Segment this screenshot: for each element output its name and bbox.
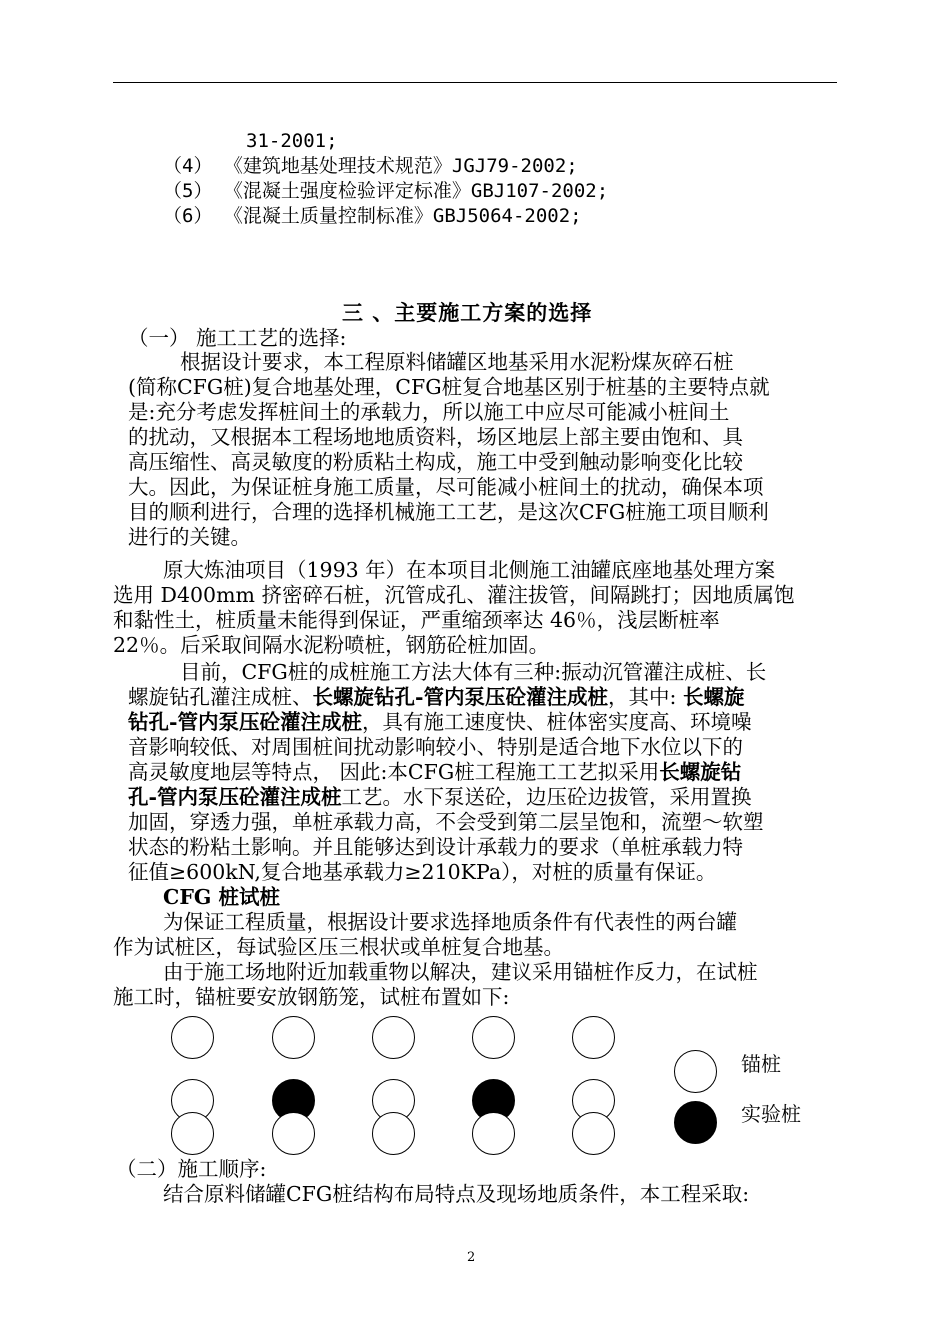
subheading-construction-sequence: （二）施工顺序: xyxy=(116,1157,267,1181)
legend-anchor-symbol xyxy=(674,1050,717,1093)
paragraph-line: 状态的粉粘土影响。并且能够达到设计承载力的要求（单桩承载力特 xyxy=(128,835,743,859)
paragraph-line xyxy=(128,684,744,710)
legend-anchor-label: 锚桩 xyxy=(741,1052,781,1076)
paragraph-line: 加固，穿透力强，单桩承载力高，不会受到第二层呈饱和，流塑～软塑 xyxy=(128,810,764,834)
ref-item-5: （5） 《混凝土强度检验评定标准》GBJ107-2002; xyxy=(163,180,609,202)
paragraph-line: 是:充分考虑发挥桩间土的承载力，所以施工中应尽可能减小桩间土 xyxy=(128,400,730,424)
anchor-pile xyxy=(472,1112,515,1155)
paragraph-line: 施工时，锚桩要安放钢筋笼，试桩布置如下: xyxy=(113,985,510,1009)
emphasis-text: 长螺旋钻 xyxy=(659,760,742,784)
paragraph-line: 原大炼油项目（1993 年）在本项目北侧施工油罐底座地基处理方案 xyxy=(163,558,776,582)
paragraph-line xyxy=(128,709,752,735)
paragraph-line: 作为试桩区，每试验区压三根状或单桩复合地基。 xyxy=(113,935,564,959)
text-run: ，其中: xyxy=(608,685,683,709)
paragraph-line: 22％。后采取间隔水泥粉喷桩，钢筋砼桩加固。 xyxy=(113,633,550,657)
paragraph-line xyxy=(128,759,741,785)
paragraph-line: 和黏性土，桩质量未能得到保证，严重缩颈率达 46％，浅层断桩率 xyxy=(113,608,720,632)
ref-item-4: （4） 《建筑地基处理技术规范》JGJ79-2002; xyxy=(163,155,578,177)
anchor-pile xyxy=(272,1112,315,1155)
section-title: 三 、主要施工方案的选择 xyxy=(342,300,593,325)
paragraph-line: 目的顺利进行，合理的选择机械施工工艺，是这次CFG桩施工项目顺利 xyxy=(128,500,769,524)
paragraph-line: (简称CFG桩)复合地基处理，CFG桩复合地基区别于桩基的主要特点就 xyxy=(128,375,770,399)
ref-continuation: 31-2001; xyxy=(246,130,338,152)
emphasis-text: 钻孔-管内泵压砼灌注成桩 xyxy=(128,710,363,734)
anchor-pile xyxy=(572,1016,615,1059)
anchor-pile xyxy=(171,1016,214,1059)
legend-test-label: 实验桩 xyxy=(741,1102,801,1126)
legend-test-symbol xyxy=(674,1101,717,1144)
paragraph-line: 结合原料储罐CFG桩结构布局特点及现场地质条件，本工程采取: xyxy=(163,1182,750,1206)
paragraph-line: 目前，CFG桩的成桩施工方法大体有三种:振动沉管灌注成桩、长 xyxy=(180,660,767,684)
anchor-pile xyxy=(171,1112,214,1155)
emphasis-text: 长螺旋 xyxy=(682,685,745,709)
text-run: ，具有施工速度快、桩体密实度高、环境噪 xyxy=(362,710,752,734)
paragraph-line: 根据设计要求，本工程原料储罐区地基采用水泥粉煤灰碎石桩 xyxy=(180,350,734,374)
paragraph-line: 大。因此，为保证桩身施工质量，尽可能减小桩间土的扰动，确保本项 xyxy=(128,475,764,499)
paragraph-line: 的扰动，又根据本工程场地地质资料，场区地层上部主要由饱和、具 xyxy=(128,425,743,449)
anchor-pile xyxy=(372,1112,415,1155)
trial-pile-heading: CFG 桩试桩 xyxy=(163,885,281,909)
paragraph-line: 高压缩性、高灵敏度的粉质粘土构成，施工中受到触动影响变化比较 xyxy=(128,450,743,474)
paragraph-line: 由于施工场地附近加载重物以解决，建议采用锚桩作反力，在试桩 xyxy=(163,960,758,984)
header-rule xyxy=(113,82,837,83)
paragraph-line: 征值≥600kN,复合地基承载力≥210KPa），对桩的质量有保证。 xyxy=(128,860,717,884)
emphasis-text: 孔-管内泵压砼灌注成桩 xyxy=(128,785,342,809)
subheading-process-selection: （一） 施工工艺的选择: xyxy=(128,326,347,350)
paragraph-line: 为保证工程质量，根据设计要求选择地质条件有代表性的两台罐 xyxy=(163,910,737,934)
ref-item-6: （6） 《混凝土质量控制标准》GBJ5064-2002; xyxy=(163,205,582,227)
anchor-pile xyxy=(572,1112,615,1155)
page-number: 2 xyxy=(467,1250,476,1265)
text-run: 工艺。水下泵送砼，边压砼边拔管，采用置换 xyxy=(341,785,752,809)
paragraph-line: 进行的关键。 xyxy=(128,525,251,549)
anchor-pile xyxy=(472,1016,515,1059)
anchor-pile xyxy=(372,1016,415,1059)
text-run: 高灵敏度地层等特点， 因此:本CFG桩工程施工工艺拟采用 xyxy=(128,760,660,784)
anchor-pile xyxy=(272,1016,315,1059)
paragraph-line xyxy=(128,784,752,810)
emphasis-text: 长螺旋钻孔-管内泵压砼灌注成桩 xyxy=(312,685,609,709)
text-run: 螺旋钻孔灌注成桩、 xyxy=(128,685,313,709)
paragraph-line: 音影响较低、对周围桩间扰动影响较小、特别是适合地下水位以下的 xyxy=(128,735,743,759)
paragraph-line: 选用 D400mm 挤密碎石桩，沉管成孔、灌注拔管，间隔跳打；因地质属饱 xyxy=(113,583,795,607)
